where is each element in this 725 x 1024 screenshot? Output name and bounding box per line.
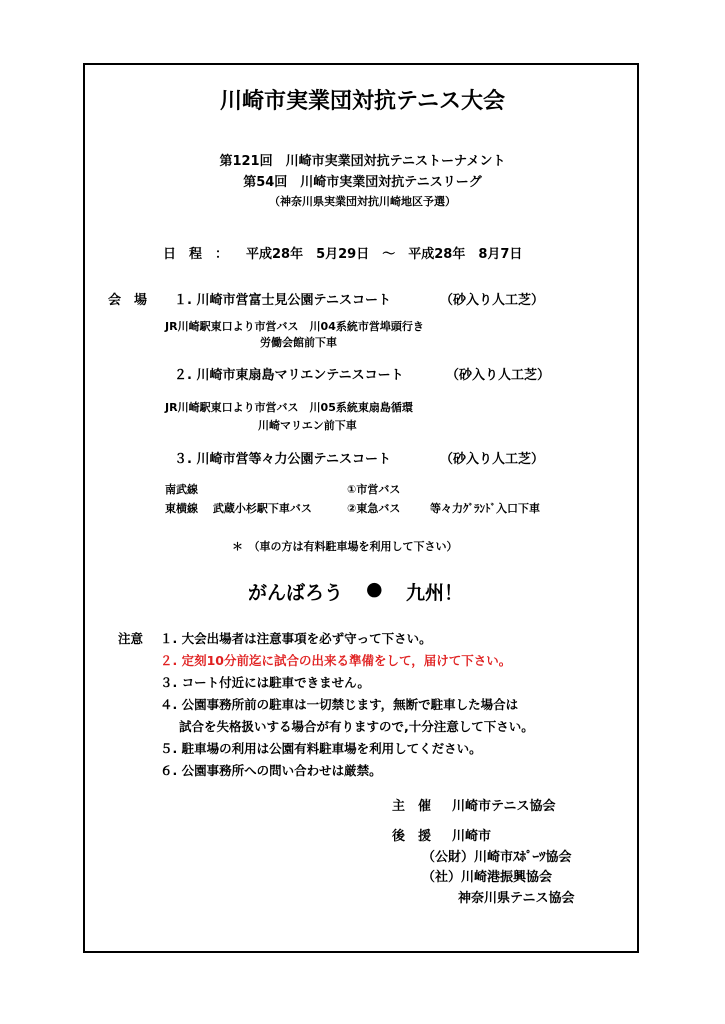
sponsor-item: （社）川崎港振興協会 — [422, 870, 553, 885]
note-item-highlight: ２. 定刻10分前迄に試合の出来る準備をして，届けて下さい。 — [160, 653, 512, 668]
slogan-right: 九州！ — [406, 582, 464, 604]
venue-1-surface: （砂入り人工芝） — [440, 293, 545, 308]
note-item: ５. 駐車場の利用は公園有料駐車場を利用してください。 — [160, 741, 482, 756]
venue-3-name: ３. 川崎市営等々力公園テニスコート — [174, 452, 391, 467]
slogan-mark: ● — [366, 578, 383, 600]
note-item: ３. コート付近には駐車できません。 — [160, 675, 370, 690]
venue-3-surface: （砂入り人工芝） — [440, 452, 545, 467]
sponsor-item: 川崎市 — [452, 829, 492, 844]
slogan-left: がんばろう — [248, 582, 344, 604]
page-title: 川崎市実業団対抗テニス大会 — [219, 89, 506, 114]
organizer-value: 川崎市テニス協会 — [452, 799, 556, 814]
venue-1-access-line1: JR川崎駅東口より市営バス 川04系統市営埠頭行き — [165, 320, 424, 333]
schedule-label: 日 程 ： — [163, 247, 229, 262]
venue-label: 会 場 — [108, 293, 148, 308]
venue-2-surface: （砂入り人工芝） — [446, 368, 551, 383]
subtitle-league: 第54回 川崎市実業団対抗テニスリーグ — [243, 175, 482, 190]
sponsor-item: 神奈川県テニス協会 — [458, 891, 575, 906]
note-item-continuation: 試合を失格扱いする場合が有りますので,十分注意して下さい。 — [179, 719, 534, 734]
venue-3-access-line1-left: 南武線 — [165, 483, 198, 496]
note-item: １. 大会出場者は注意事項を必ず守って下さい。 — [160, 631, 432, 646]
venue-3-access-line2-mid: ②東急バス — [347, 502, 401, 515]
note-item: ４. 公園事務所前の駐車は一切禁じます，無断で駐車した場合は — [160, 697, 519, 712]
venue-3-access-line1-right: ①市営バス — [347, 483, 401, 496]
parking-note: ＊ （車の方は有料駐車場を利用して下さい） — [232, 540, 458, 553]
venue-3-access-line2-left: 東横線 武蔵小杉駅下車バス — [165, 502, 312, 515]
note-item: ６. 公園事務所への問い合わせは厳禁。 — [160, 763, 382, 778]
venue-3-access-line2-right: 等々力ｸﾞﾗﾝﾄﾞ入口下車 — [430, 502, 540, 515]
subtitle-qualifier: （神奈川県実業団対抗川崎地区予選） — [269, 195, 456, 208]
sponsor-item: （公財）川崎市ｽﾎﾟｰﾂ協会 — [422, 850, 572, 865]
sponsors-label: 後 援 — [392, 829, 432, 844]
venue-1-name: １. 川崎市営富士見公園テニスコート — [174, 293, 391, 308]
venue-2-access-line1: JR川崎駅東口より市営バス 川05系統東扇島循環 — [165, 401, 413, 414]
subtitle-tournament: 第121回 川崎市実業団対抗テニストーナメント — [219, 154, 506, 169]
venue-2-name: ２. 川崎市東扇島マリエンテニスコート — [174, 368, 404, 383]
organizer-label: 主 催 — [392, 799, 432, 814]
venue-2-access-line2: 川崎マリエン前下車 — [258, 419, 357, 432]
notes-label: 注意 — [118, 631, 144, 646]
venue-1-access-line2: 労働会館前下車 — [260, 336, 337, 349]
schedule-value: 平成28年 5月29日 ～ 平成28年 8月7日 — [246, 247, 523, 262]
